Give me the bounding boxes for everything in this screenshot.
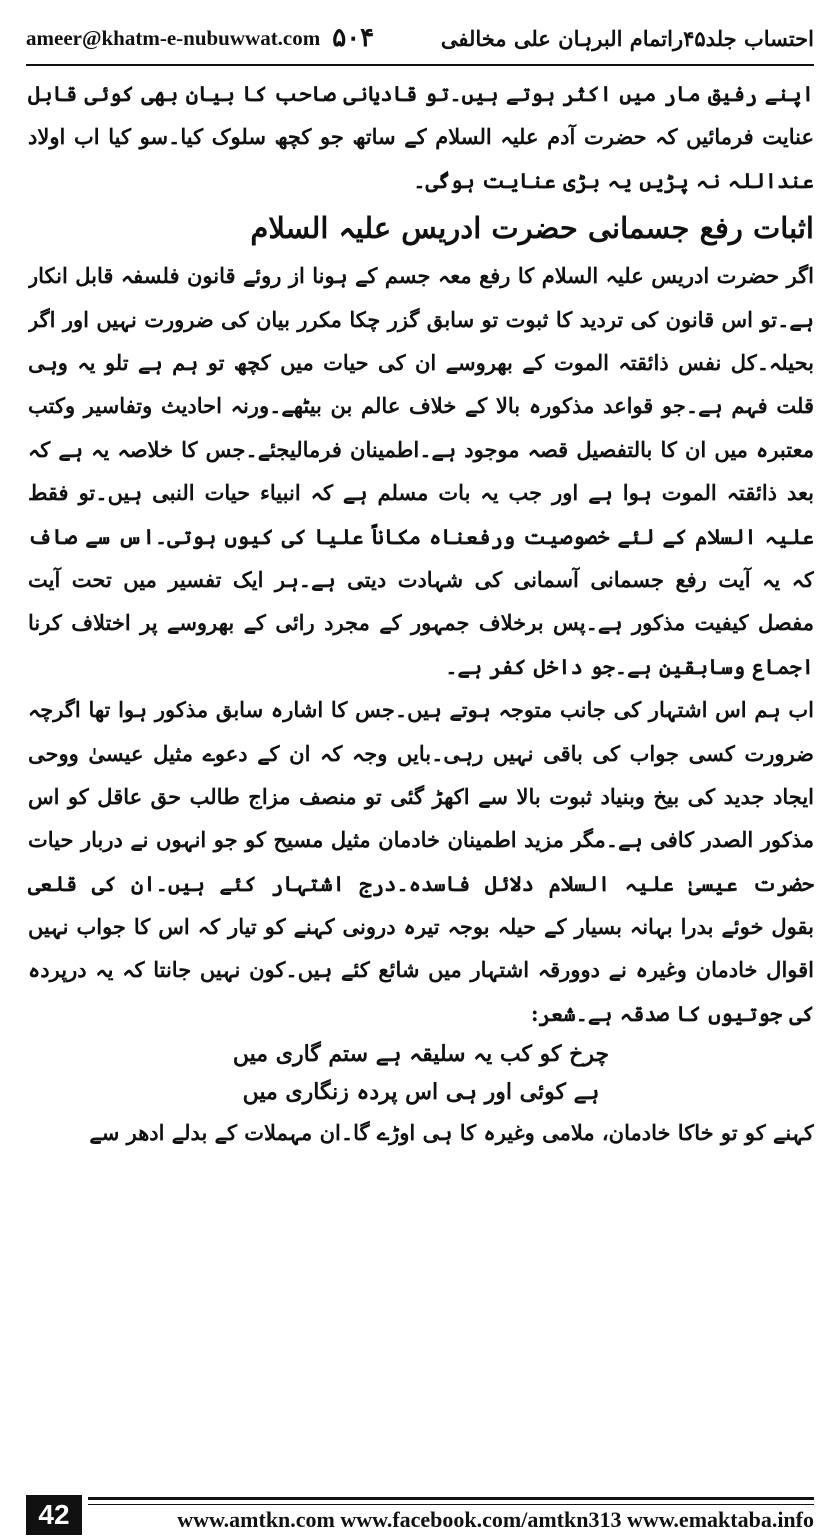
footer-rule	[88, 1497, 814, 1505]
text-line: بحیلہ۔کل نفس ذائقتہ الموت کے بھروسے ان کی حیات میں کچھ تو ہم ہے تلو یہ وہی	[28, 349, 814, 375]
text-line: اگر حضرت ادریس علیہ السلام کا رفع معہ جسم کے ہونا از روئے قانون فلسفہ قابل انکار	[28, 263, 814, 289]
text-line: مذکور الصدر کافی ہے۔مگر مزید اطمینان خادمان مثیل مسیح کو جو انہوں نے دربار حیات	[28, 827, 814, 853]
text-line: معتبرہ میں ان کا بالتفصیل قصہ موجود ہے۔اطمینان فرمالیجئے۔جس کا خلاصہ یہ ہے کہ	[28, 436, 814, 462]
poem-verse: چرخ کو کب یہ سلیقہ ہے ستم گاری میں	[232, 1041, 610, 1068]
paragraph-2	[28, 254, 814, 688]
page-body	[28, 72, 814, 1155]
poem	[28, 1035, 814, 1111]
section-heading: اثبات رفع جسمانی حضرت ادریس علیہ السلام	[250, 211, 814, 246]
header-page-number: ۵۰۴	[332, 23, 375, 52]
text-line: عنایت فرمائیں کہ حضرت آدم علیہ السلام کے ساتھ جو کچھ سلوک کیا۔سو کیا اب اولاد	[28, 124, 814, 150]
text-line: ہے۔تو اس قانون کی تردید کا ثبوت تو سابق گزر چکا مکرر بیان کی ضرورت نہیں اور اگر	[28, 306, 814, 332]
text-line: بقول خوئے بدرا بہانہ بسیار کے حیلہ بوجہ تیرہ درونی کہنے کو تیار کہ اس کا جواب نہیں	[28, 914, 814, 940]
footer-page-number: 42	[26, 1495, 82, 1535]
footer-rule-block	[82, 1497, 814, 1533]
page-header	[26, 12, 814, 66]
text-line: اب ہم اس اشتہار کی جانب متوجہ ہوتے ہیں۔جس کا اشارہ سابق مذکور ہوا تھا اگرچہ	[28, 697, 814, 723]
text-line: اجماع وسابقین ہے۔جو داخل کفر ہے۔	[445, 653, 814, 679]
text-line: حضرت عیسیٰ علیہ السلام دلائل فاسدہ۔درج اشتہار کئے ہیں۔ان کی قلعی	[28, 870, 814, 896]
text-line: کہنے کو تو خاکا خادمان، ملامی وغیرہ کا ہی اوڑے گا۔ان مہملات کے بدلے ادھر سے	[89, 1120, 814, 1146]
text-line: علیہ السلام کے لئے خصوصیت ورفعناہ مکاناً علیا کی کیوں ہوتی۔اس سے صاف	[28, 523, 814, 549]
text-line: کی جوتیوں کا صدقہ ہے۔شعر:	[530, 1000, 814, 1026]
text-line: قلت فہم ہے۔جو قواعد مذکورہ بالا کے خلاف عالم بن بیٹھے۔ورنہ احادیث وتفاسیر وکتب	[28, 393, 814, 419]
text-line: اقوال خادمان وغیرہ نے دوورقہ اشتہار میں شائع کئے ہیں۔کون نہیں جانتا کہ یہ درپردہ	[28, 957, 814, 983]
text-line: کہ یہ آیت رفع جسمانی آسمانی کی شہادت دیتی ہے۔ہر ایک تفسیر میں تحت آیت	[28, 566, 814, 592]
poem-verse: ہے کوئی اور ہی اس پردہ زنگاری میں	[242, 1079, 600, 1106]
paragraph-1	[28, 72, 814, 202]
text-line: ضرورت کسی جواب کی باقی نہیں رہی۔بایں وجہ کہ ان کے دعوے مثیل عیسیٰ ووحی	[28, 740, 814, 766]
contact-email: ameer@khatm-e-nubuwwat.com	[26, 25, 321, 50]
running-title: احتساب جلد۴۵راتمام البرہان علی مخالفی	[440, 25, 814, 51]
footer-urls: www.amtkn.com www.facebook.com/amtkn313 www.emaktaba.info	[177, 1507, 814, 1532]
text-line: اپنے رفیق مار میں اکثر ہوتے ہیں۔تو قادیانی صاحب کا بیان بھی کوئی قابل	[28, 81, 814, 106]
text-line: بعد ذائقتہ الموت ہوا ہے اور جب یہ بات مسلم ہے کہ انبیاء حیات النبی ہیں۔تو فقط	[28, 480, 814, 506]
header-contact	[26, 23, 374, 53]
paragraph-4	[28, 1111, 814, 1154]
text-line: مفصل کیفیت مذکور ہے۔پس برخلاف جمہور کے مجرد رائی کے بھروسے پر اختلاف کرنا	[28, 610, 814, 636]
text-line: ایجاد جدید کی بیخ وبنیاد ثبوت بالا سے اکھڑ گئی تو منصف مزاج طالب حق عاقل کو اس	[28, 783, 814, 809]
paragraph-3	[28, 688, 814, 1035]
page-footer	[26, 1495, 814, 1535]
text-line: عنداللہ نہ پڑیں یہ بڑی عنایت ہوگی۔	[413, 167, 814, 193]
